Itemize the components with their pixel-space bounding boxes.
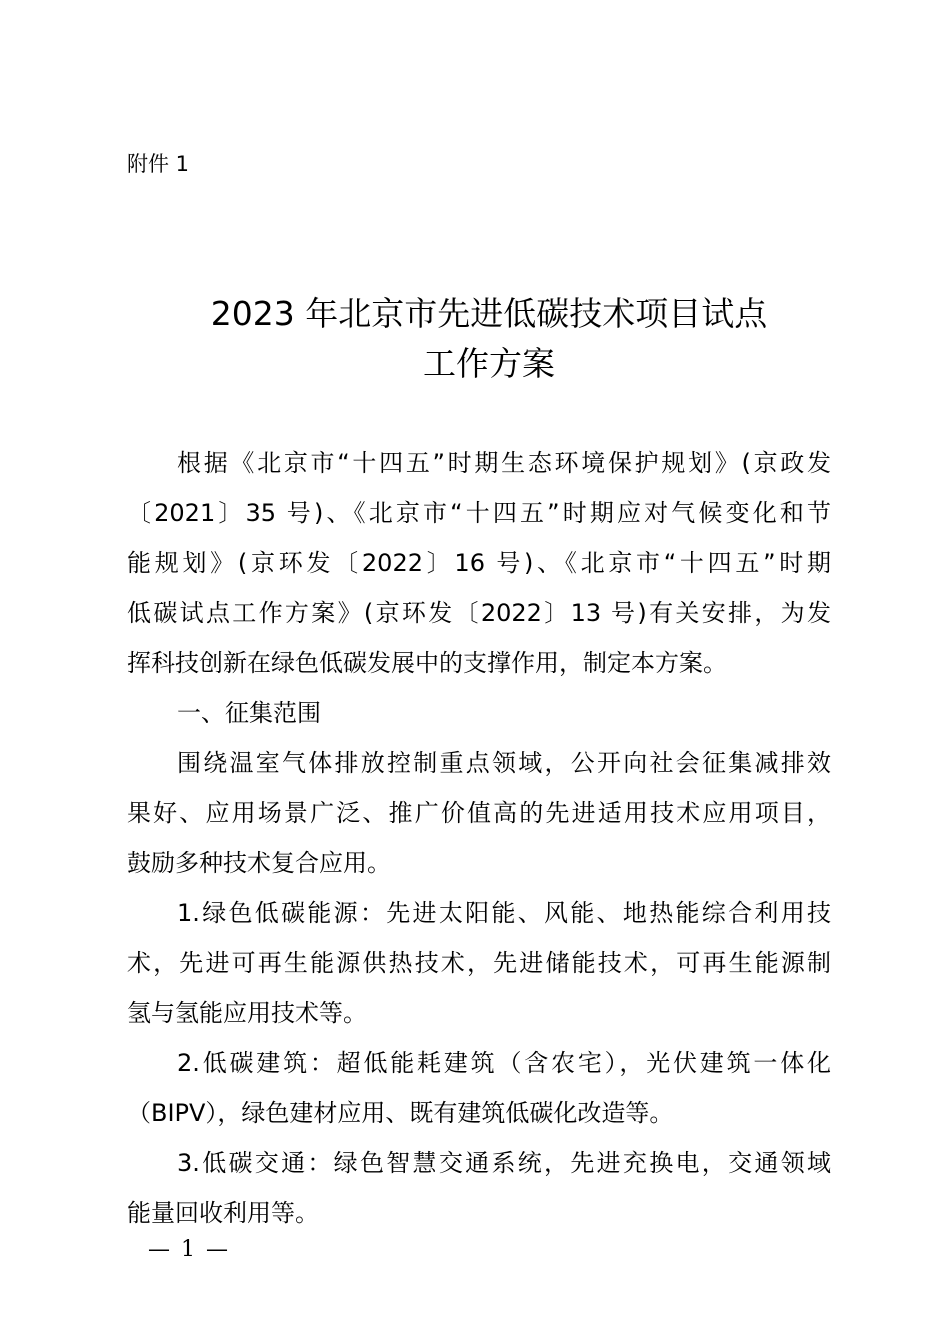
paragraph-line: 围绕温室气体排放控制重点领域，公开向社会征集减排效 [177,749,831,777]
paragraph-line: 能规划》(京环发〔2022〕16 号)、《北京市“十四五”时期 [127,549,831,577]
paragraph-line: 氢与氢能应用技术等。 [127,999,367,1027]
paragraph-line: 1.绿色低碳能源：先进太阳能、风能、地热能综合利用技 [177,899,831,927]
attachment-label: 附件 1 [127,152,190,176]
document-title-line-1: 2023 年北京市先进低碳技术项目试点 [210,294,768,333]
paragraph-line: 鼓励多种技术复合应用。 [127,849,391,877]
paragraph-line: 低碳试点工作方案》(京环发〔2022〕13 号)有关安排，为发 [127,599,831,627]
paragraph-line: 能量回收利用等。 [127,1199,319,1227]
paragraph-line: 〔2021〕35 号)、《北京市“十四五”时期应对气候变化和节 [127,499,831,527]
paragraph-line: 根据《北京市“十四五”时期生态环境保护规划》(京政发 [177,449,831,477]
paragraph-line: 2.低碳建筑：超低能耗建筑（含农宅），光伏建筑一体化 [177,1049,831,1077]
document-title-line-2: 工作方案 [423,344,555,383]
section-heading: 一、征集范围 [177,699,321,727]
paragraph-line: （BIPV），绿色建材应用、既有建筑低碳化改造等。 [127,1099,674,1127]
paragraph-line: 果好、应用场景广泛、推广价值高的先进适用技术应用项目， [127,799,831,827]
paragraph-line: 挥科技创新在绿色低碳发展中的支撑作用，制定本方案。 [127,649,727,677]
paragraph-line: 术，先进可再生能源供热技术，先进储能技术，可再生能源制 [127,949,831,977]
paragraph-line: 3.低碳交通：绿色智慧交通系统，先进充换电，交通领域 [177,1149,831,1177]
page-number: — 1 — [148,1237,230,1262]
